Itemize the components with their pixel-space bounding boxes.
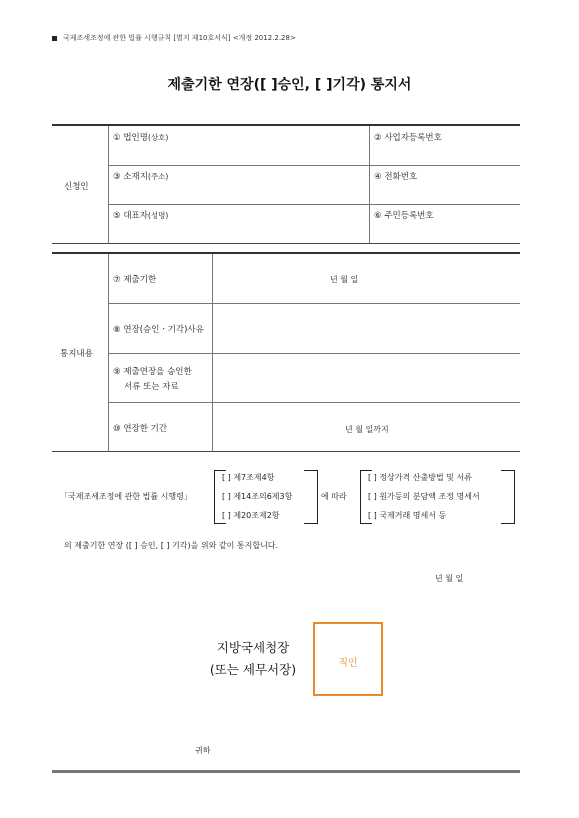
applicant-row-line <box>108 165 520 166</box>
applicant-mid-divider <box>369 126 370 243</box>
document-option: [ ] 국제거래 명세서 등 <box>368 511 447 520</box>
date-line: 년 월 일 <box>435 574 464 583</box>
office-alt-name: (또는 세무서장) <box>209 662 297 677</box>
row-extended-value: 년 월 일까지 <box>345 425 389 434</box>
article-option: [ ] 제7조제4항 <box>222 473 275 482</box>
square-bullet-icon <box>52 36 57 41</box>
applicant-row-line <box>108 204 520 205</box>
notice-row-line <box>108 353 520 354</box>
official-seal-text: 직인 <box>338 658 358 669</box>
row-extended-label: ⑩ 연장한 기간 <box>113 424 168 434</box>
office-name: 지방국세청장 <box>216 640 290 655</box>
notice-bottom-rule <box>52 451 520 452</box>
row-documents-label-1: ⑨ 제출연장을 승인한 <box>113 367 192 377</box>
row-deadline-label: ⑦ 제출기한 <box>113 275 157 285</box>
notice-statement: 의 제출기한 연장 ([ ] 승인, [ ] 기각)을 위와 같이 통지합니다. <box>64 541 279 550</box>
row-documents-label-2: 서류 또는 자료 <box>124 382 179 392</box>
notice-label: 통지내용 <box>60 349 93 359</box>
applicant-bottom-rule <box>52 243 520 244</box>
document-option: [ ] 정상가격 산출방법 및 서류 <box>368 473 472 482</box>
decree-name: 「국제조세조정에 관한 법률 시행령」 <box>60 492 192 501</box>
row-deadline-value: 년 월 일 <box>330 275 359 284</box>
footer-rule <box>52 770 520 773</box>
field-address: ③ 소재지(주소) <box>113 172 169 182</box>
field-company-name: ① 법인명(상호) <box>113 133 169 143</box>
law-reference: 국제조세조정에 관한 법률 시행규칙 [별지 제10호서식] <개정 2012.2.28> <box>63 34 296 42</box>
notice-row-line <box>108 402 520 403</box>
notice-row-line <box>108 303 520 304</box>
field-representative: ⑤ 대표자(성명) <box>113 211 169 221</box>
official-seal-box <box>313 622 383 696</box>
recipient-suffix: 귀하 <box>195 746 211 755</box>
article-option: [ ] 제20조제2항 <box>222 511 280 520</box>
applicant-label: 신청인 <box>64 182 89 192</box>
field-resident-number: ⑥ 주민등록번호 <box>374 211 434 221</box>
applicant-divider <box>108 126 109 243</box>
row-reason-label: ⑧ 연장(승인ㆍ기각)사유 <box>113 325 204 335</box>
notice-top-rule <box>52 252 520 254</box>
document-option: [ ] 원가등의 분담액 조정 명세서 <box>368 492 480 501</box>
article-option: [ ] 제14조의6제3항 <box>222 492 293 501</box>
page-title: 제출기한 연장([ ]승인, [ ]기각) 통지서 <box>167 77 412 93</box>
field-business-number: ② 사업자등록번호 <box>374 133 442 143</box>
according-text: 에 따라 <box>321 492 347 501</box>
applicant-top-rule <box>52 124 520 126</box>
form-header <box>52 33 296 43</box>
field-phone: ④ 전화번호 <box>374 172 418 182</box>
